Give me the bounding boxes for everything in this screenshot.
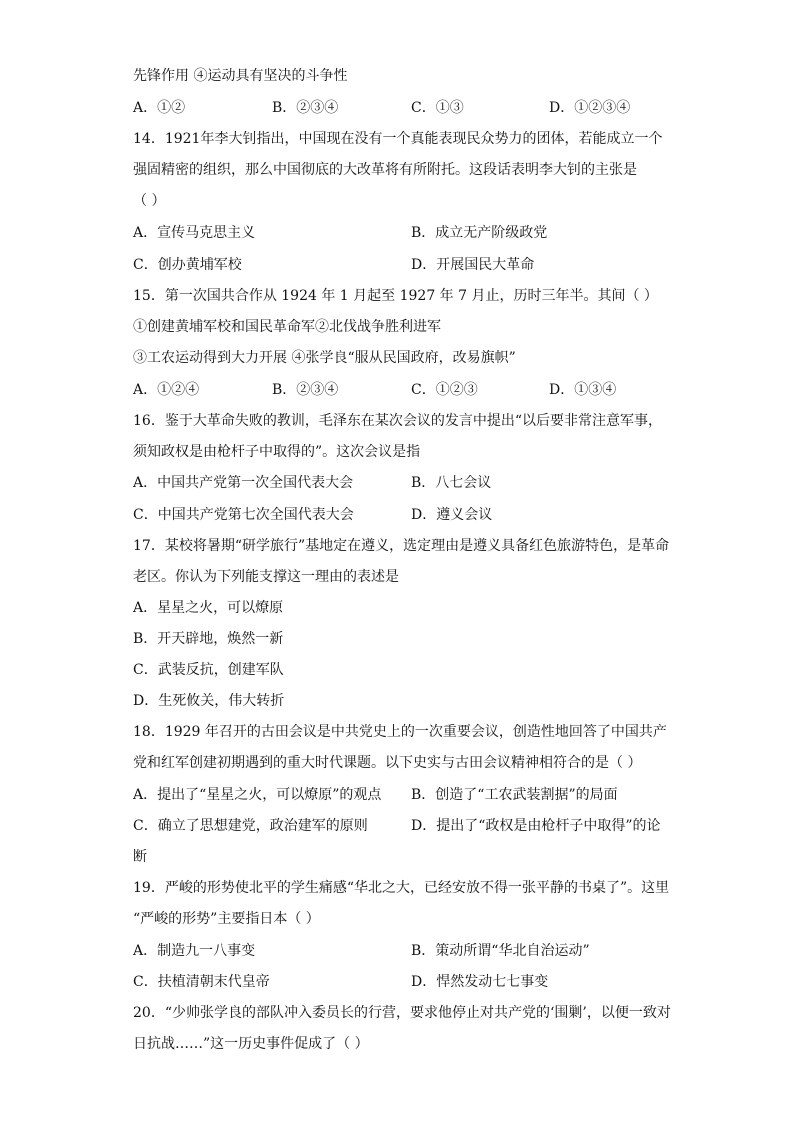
q15-option-c: C．①②③ xyxy=(411,382,478,398)
q15-statement-3-4: ③工农运动得到大力开展 ④张学良“服从民国政府，改易旗帜” xyxy=(133,350,516,366)
q17-option-d: D．生死攸关，伟大转折 xyxy=(133,693,285,709)
q17-option-c: C．武装反抗，创建军队 xyxy=(133,662,284,678)
q18-option-d-wrap: 断 xyxy=(133,849,147,865)
q15-option-a: A．①②④ xyxy=(133,382,200,398)
q19-option-d: D．悍然发动七七事变 xyxy=(411,974,549,990)
q18-option-b: B．创造了“工农武装割据”的局面 xyxy=(411,787,618,803)
q18-stem-line1: 18．1929 年召开的古田会议是中共党史上的一次重要会议，创造性地回答了中国共产 xyxy=(133,724,667,740)
q16-option-c: C．中国共产党第七次全国代表大会 xyxy=(133,507,354,523)
q15-stem-line1: 15．第一次国共合作从 1924 年 1 月起至 1927 年 7 月止，历时三年半。其间（ ） xyxy=(133,288,658,304)
q17-option-b: B．开天辟地，焕然一新 xyxy=(133,631,284,647)
q13-option-c: C．①③ xyxy=(411,100,464,116)
q15-option-b: B．②③④ xyxy=(272,382,339,398)
q16-option-a: A．中国共产党第一次全国代表大会 xyxy=(133,475,354,491)
q17-stem-line1: 17．某校将暑期“研学旅行”基地定在遵义，选定理由是遵义具备红色旅游特色，是革命 xyxy=(133,538,670,554)
q14-option-c: C．创办黄埔军校 xyxy=(133,257,242,273)
q20-stem-line2: 日抗战……”这一历史事件促成了（ ） xyxy=(133,1036,369,1052)
q16-option-b: B．八七会议 xyxy=(411,475,492,491)
q16-stem-line1: 16．鉴于大革命失败的教训，毛泽东在某次会议的发言中提出“以后要非常注意军事， xyxy=(133,413,662,429)
q18-option-a: A．提出了“星星之火，可以燎原”的观点 xyxy=(133,787,382,803)
q19-option-a: A．制造九一八事变 xyxy=(133,943,256,959)
q13-option-b: B．②③④ xyxy=(272,100,339,116)
q14-stem-line2: 强固精密的组织，那么中国彻底的大改革将有所附托。这段话表明李大钊的主张是 xyxy=(133,162,637,178)
q18-stem-line2: 党和红军创建初期遇到的重大时代课题。以下史实与古田会议精神相符合的是（ ） xyxy=(133,755,642,771)
q14-stem-line3: （ ） xyxy=(133,193,166,209)
q16-stem-line2: 须知政权是由枪杆子中取得的”。这次会议是指 xyxy=(133,444,421,460)
q19-stem-line2: “严峻的形势”主要指日本（ ） xyxy=(133,911,320,927)
q18-option-c: C．确立了思想建党，政治建军的原则 xyxy=(133,818,368,834)
q14-stem-line1: 14．1921年李大钊指出，中国现在没有一个真能表现民众势力的团体，若能成立一个 xyxy=(133,131,663,147)
q13-option-d: D．①②③④ xyxy=(549,100,631,116)
q20-stem-line1: 20．“少帅张学良的部队冲入委员长的行营，要求他停止对共产党的‘围剿’，以便一致对 xyxy=(133,1005,671,1021)
q17-option-a: A．星星之火，可以燎原 xyxy=(133,600,284,616)
q16-option-d: D．遵义会议 xyxy=(411,507,493,523)
q18-option-d: D．提出了“政权是由枪杆子中取得”的论 xyxy=(411,818,661,834)
q19-option-c: C．扶植清朝末代皇帝 xyxy=(133,974,270,990)
q15-option-d: D．①③④ xyxy=(549,382,617,398)
q14-option-d: D．开展国民大革命 xyxy=(411,257,535,273)
q13-option-a: A．①② xyxy=(133,100,186,116)
q19-stem-line1: 19．严峻的形势使北平的学生痛感“华北之大，已经安放不得一张平静的书桌了”。这里 xyxy=(133,880,670,896)
q17-stem-line2: 老区。你认为下列能支撑这一理由的表述是 xyxy=(133,569,399,585)
q13-statement-tail: 先锋作用 ④运动具有坚决的斗争性 xyxy=(133,68,348,84)
q15-statement-1-2: ①创建黄埔军校和国民革命军②北伐战争胜利进军 xyxy=(133,319,441,335)
q19-option-b: B．策动所谓“华北自治运动” xyxy=(411,943,590,959)
q14-option-b: B．成立无产阶级政党 xyxy=(411,225,548,241)
q14-option-a: A．宣传马克思主义 xyxy=(133,225,256,241)
